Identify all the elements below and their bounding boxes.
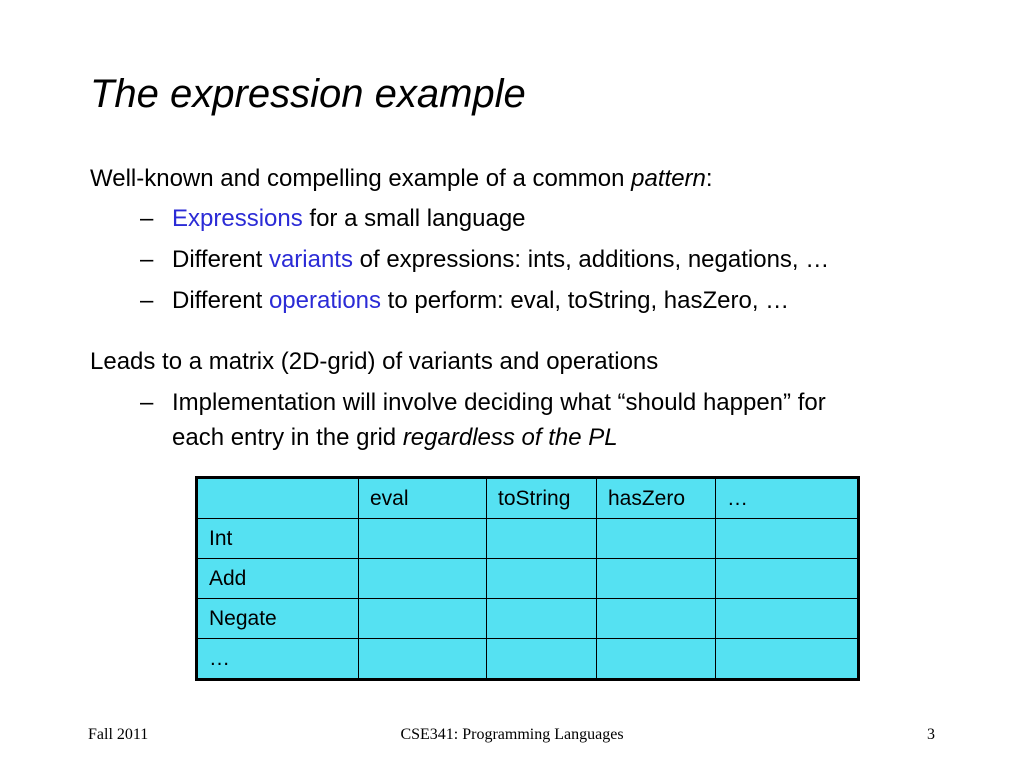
sub-bullet-text: for a small language <box>302 205 526 232</box>
dash-marker: – <box>140 389 154 416</box>
dash-marker: – <box>140 205 154 232</box>
table-cell <box>359 559 487 599</box>
sub-bullet-line2: each entry in the grid <box>172 424 403 451</box>
table-cell <box>597 639 716 680</box>
sub-bullet-implementation <box>140 389 826 417</box>
row-label-ellipsis: … <box>197 639 359 680</box>
table-row <box>197 599 859 639</box>
footer-date: Fall 2011 <box>88 726 149 743</box>
sub-bullet-variants <box>140 246 829 274</box>
table-row <box>197 639 859 680</box>
table-cell <box>716 599 859 639</box>
sub-bullet-line1: Implementation will involve deciding what “should happen” for <box>172 389 826 416</box>
bullet-pattern <box>90 165 713 193</box>
sub-bullet-operations <box>140 287 789 315</box>
sub-bullet-prefix: Different <box>172 246 269 273</box>
table-cell <box>716 639 859 680</box>
keyword-variants: variants <box>268 246 353 273</box>
table-row <box>197 559 859 599</box>
table-cell <box>359 639 487 680</box>
row-label-add: Add <box>197 559 359 599</box>
table-cell <box>487 599 597 639</box>
header-cell-corner <box>197 478 359 519</box>
table-cell <box>716 559 859 599</box>
table-cell <box>487 639 597 680</box>
row-label-negate: Negate <box>197 599 359 639</box>
table-cell <box>597 599 716 639</box>
header-cell-eval: eval <box>359 478 487 519</box>
header-cell-ellipsis: … <box>716 478 859 519</box>
table-cell <box>487 559 597 599</box>
bullet-text: Well-known and compelling example of a common <box>90 165 632 192</box>
slide-number: 3 <box>927 726 935 743</box>
table-cell <box>716 519 859 559</box>
footer-course: CSE341: Programming Languages <box>400 726 624 743</box>
table-cell <box>487 519 597 559</box>
sub-bullet-continuation <box>172 424 618 452</box>
table-cell <box>359 599 487 639</box>
emphasis-pattern: pattern <box>631 165 706 192</box>
variants-operations-grid <box>195 476 860 681</box>
keyword-operations: operations <box>268 287 382 314</box>
header-cell-tostring: toString <box>487 478 597 519</box>
sub-bullet-prefix: Different <box>172 287 269 314</box>
row-label-int: Int <box>197 519 359 559</box>
table-cell <box>597 559 716 599</box>
table-row <box>197 519 859 559</box>
sub-bullet-text: of expressions: ints, additions, negations, … <box>352 246 830 273</box>
bullet-tail: : <box>705 165 713 192</box>
keyword-expressions: Expressions <box>172 205 303 232</box>
table-cell <box>359 519 487 559</box>
dash-marker: – <box>140 246 154 273</box>
table-cell <box>597 519 716 559</box>
table-header-row <box>197 478 859 519</box>
dash-marker: – <box>140 287 154 314</box>
slide-title: The expression example <box>90 72 526 116</box>
sub-bullet-expressions <box>140 205 526 233</box>
emphasis-regardless: regardless of the PL <box>402 424 618 451</box>
bullet-matrix: Leads to a matrix (2D-grid) of variants and operations <box>90 348 659 375</box>
sub-bullet-text: to perform: eval, toString, hasZero, … <box>381 287 790 314</box>
header-cell-haszero: hasZero <box>597 478 716 519</box>
